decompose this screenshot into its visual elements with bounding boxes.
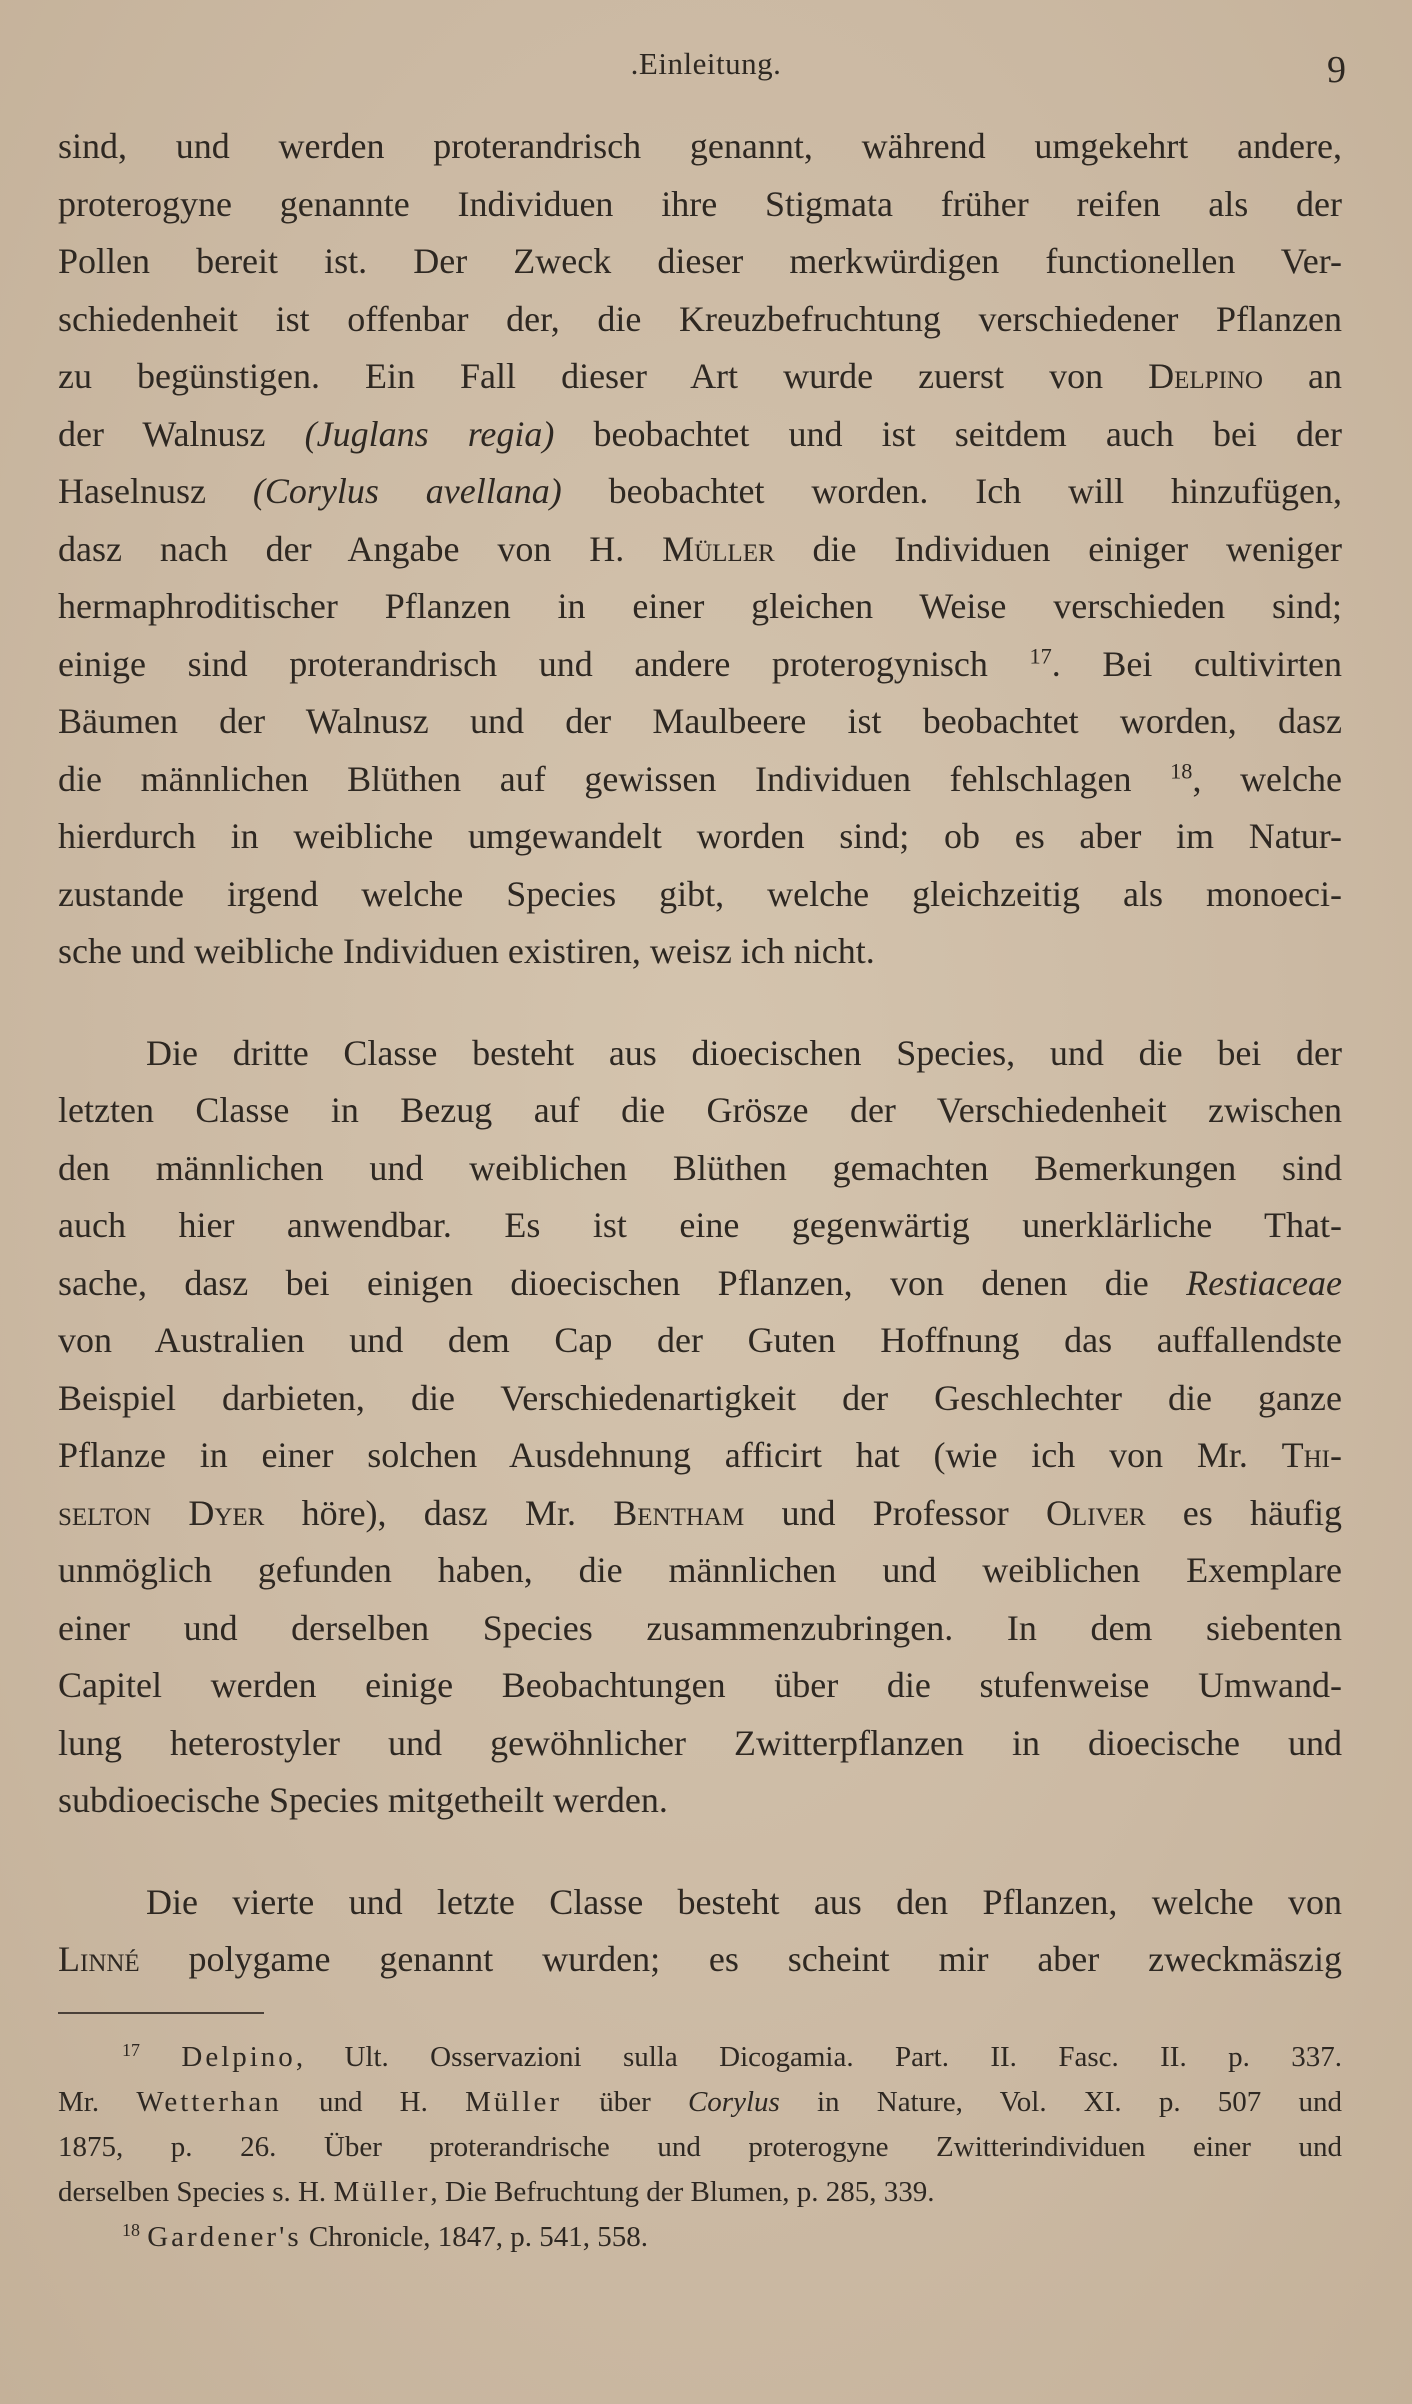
text-line: [58, 521, 1342, 579]
text-line: [58, 636, 1342, 694]
text-run: letzten Classe in Bezug auf die Grösze der Verschiedenheit zwischen: [58, 1090, 1342, 1130]
text-line: [58, 1197, 1342, 1255]
text-run: den männlichen und weiblichen Blüthen gemachten Bemerkungen sind: [58, 1147, 1342, 1188]
text-run: und Professor: [744, 1492, 1046, 1533]
text-line: [58, 751, 1342, 809]
footnote-line: [58, 2170, 1342, 2215]
text-run: sche und weibliche Individuen existiren, weisz ich nicht.: [58, 931, 875, 971]
text-run: [140, 2041, 181, 2073]
text-run: 1875, p. 26. Über proterandrische und proterogyne Zwitterindividuen einer und: [58, 2131, 1342, 2163]
text-line: [58, 176, 1342, 234]
text-run: Delpino: [1148, 356, 1263, 396]
text-line: [58, 1657, 1342, 1715]
text-run: Pollen bereit ist. Der Zweck dieser merkwürdigen functionellen Ver-: [58, 241, 1342, 281]
running-head: [0, 46, 1412, 91]
text-run: in Nature, Vol. XI. p. 507 und: [779, 2086, 1343, 2118]
text-run: (Juglans regia): [304, 413, 555, 454]
footnote: [58, 2215, 1342, 2260]
text-run: Müller: [333, 2176, 431, 2208]
paragraph: [58, 118, 1342, 981]
text-run: der Walnusz: [58, 413, 305, 454]
text-run: die Individuen einiger weniger: [774, 528, 1342, 569]
text-line: [58, 1025, 1342, 1083]
text-run: von Australien und dem Cap der Guten Hoffnung das auffallendste: [58, 1320, 1342, 1360]
text-run: es häufig: [1145, 1492, 1342, 1533]
text-line: [58, 1140, 1342, 1198]
text-run: zustande irgend welche Species gibt, welche gleichzeitig als monoeci-: [58, 873, 1342, 914]
text-run: 18: [1170, 758, 1193, 784]
text-run: Müller: [662, 528, 775, 569]
text-run: Oliver: [1045, 1492, 1146, 1533]
body-text: [58, 118, 1342, 1989]
paragraph: [58, 1025, 1342, 1830]
text-line: [58, 1874, 1342, 1932]
text-run: subdioecische Species mitgetheilt werden.: [58, 1780, 668, 1820]
text-run: Beispiel darbieten, die Verschiedenartigkeit der Geschlechter die ganze: [58, 1377, 1342, 1418]
text-line: [58, 1715, 1342, 1773]
text-run: Chronicle, 1847, p. 541, 558.: [301, 2221, 648, 2253]
running-title: .Einleitung.: [630, 46, 782, 81]
text-line: [58, 118, 1342, 176]
paragraph-gap: [58, 981, 1342, 1025]
text-line: [58, 578, 1342, 636]
text-run: Pflanze in einer solchen Ausdehnung afficirt hat (wie ich von Mr.: [58, 1435, 1282, 1475]
text-line: [58, 866, 1342, 924]
text-run: Corylus: [687, 2086, 780, 2118]
text-line: [58, 1082, 1342, 1140]
text-run: unmöglich gefunden haben, die männlichen und weiblichen Exemplare: [58, 1550, 1342, 1590]
text-run: Delpino: [181, 2041, 296, 2073]
paragraph: [58, 1874, 1342, 1989]
text-run: Haselnusz: [58, 471, 253, 511]
footnote-line: [58, 2035, 1342, 2080]
text-run: Müller: [465, 2086, 562, 2118]
text-run: Die dritte Classe besteht aus dioecischen Species, und die bei der: [146, 1032, 1342, 1073]
text-run: über: [562, 2086, 688, 2118]
text-line: [58, 1370, 1342, 1428]
text-run: auch hier anwendbar. Es ist eine gegenwärtig unerklärliche That-: [58, 1205, 1342, 1245]
text-run: Die vierte und letzte Classe besteht aus den Pflanzen, welche von: [146, 1881, 1342, 1922]
text-run: hermaphroditischer Pflanzen in einer gleichen Weise verschieden sind;: [58, 586, 1342, 626]
text-run: (Corylus avellana): [252, 471, 562, 511]
text-run: Restiaceae: [1186, 1262, 1342, 1303]
text-run: Bentham: [613, 1492, 745, 1533]
text-run: Gardener's: [147, 2221, 302, 2253]
text-run: höre), dasz Mr.: [264, 1492, 614, 1533]
text-run: sache, dasz bei einigen dioecischen Pflanzen, von denen die: [58, 1262, 1187, 1303]
text-run: Capitel werden einige Beobachtungen über die stufenweise Umwand-: [58, 1665, 1342, 1705]
text-line: [58, 1772, 1342, 1830]
paragraph-gap: [58, 1830, 1342, 1874]
text-run: die männlichen Blüthen auf gewissen Individuen fehlschlagen: [58, 758, 1171, 799]
text-run: zu begünstigen. Ein Fall dieser Art wurde zuerst von: [58, 356, 1149, 396]
text-run: Wetterhan: [136, 2086, 282, 2118]
text-line: [58, 233, 1342, 291]
text-line: [58, 406, 1342, 464]
text-run: polygame genannt wurden; es scheint mir aber zweckmäszig: [139, 1939, 1342, 1979]
text-run: proterogyne genannte Individuen ihre Stigmata früher reifen als der: [58, 183, 1342, 224]
text-line: [58, 348, 1342, 406]
text-run: an: [1262, 356, 1342, 396]
text-run: derselben Species s. H.: [58, 2176, 334, 2208]
text-run: sind, und werden proterandrisch genannt, während umgekehrt andere,: [58, 126, 1342, 166]
text-run: Linné: [58, 1939, 140, 1979]
page-number: 9: [1327, 49, 1346, 91]
text-run: schiedenheit ist offenbar der, die Kreuzbefruchtung verschiedener Pflanzen: [58, 298, 1342, 339]
text-line: [58, 1255, 1342, 1313]
text-run: . Bei cultivirten: [1051, 643, 1342, 684]
text-run: Bäumen der Walnusz und der Maulbeere ist beobachtet worden, dasz: [58, 701, 1342, 741]
text-run: 17: [1029, 643, 1052, 669]
text-line: [58, 1312, 1342, 1370]
text-run: einer und derselben Species zusammenzubringen. In dem siebenten: [58, 1607, 1342, 1648]
text-line: [58, 1427, 1342, 1485]
text-run: , Ult. Osservazioni sulla Dicogamia. Part. II. Fasc. II. p. 337.: [295, 2041, 1342, 2073]
text-run: einige sind proterandrisch und andere proterogynisch: [58, 643, 1030, 684]
text-run: Mr.: [58, 2086, 137, 2118]
text-line: [58, 291, 1342, 349]
text-run: hierdurch in weibliche umgewandelt worden sind; ob es aber im Natur-: [58, 816, 1342, 856]
text-line: [58, 923, 1342, 981]
text-run: Thi-: [1281, 1435, 1342, 1475]
footnote-line: [58, 2080, 1342, 2125]
text-run: , welche: [1192, 758, 1342, 799]
text-line: [58, 693, 1342, 751]
text-run: 18: [122, 2220, 140, 2241]
footnote-rule: [58, 2012, 264, 2014]
text-run: beobachtet und ist seitdem auch bei der: [554, 413, 1343, 454]
text-line: [58, 808, 1342, 866]
footnote-line: [58, 2125, 1342, 2170]
text-run: 17: [122, 2040, 140, 2061]
text-line: [58, 1485, 1342, 1543]
text-run: selton Dyer: [58, 1492, 265, 1533]
text-run: lung heterostyler und gewöhnlicher Zwitterpflanzen in dioecische und: [58, 1722, 1342, 1763]
text-line: [58, 463, 1342, 521]
text-line: [58, 1542, 1342, 1600]
footnotes: [58, 2035, 1342, 2260]
text-run: beobachtet worden. Ich will hinzufügen,: [561, 471, 1342, 511]
text-run: dasz nach der Angabe von H.: [58, 528, 663, 569]
footnote: [58, 2035, 1342, 2215]
text-run: und H.: [281, 2086, 466, 2118]
text-line: [58, 1600, 1342, 1658]
text-run: , Die Befruchtung der Blumen, p. 285, 339.: [430, 2176, 935, 2208]
text-line: [58, 1931, 1342, 1989]
footnote-line: [58, 2215, 1342, 2260]
